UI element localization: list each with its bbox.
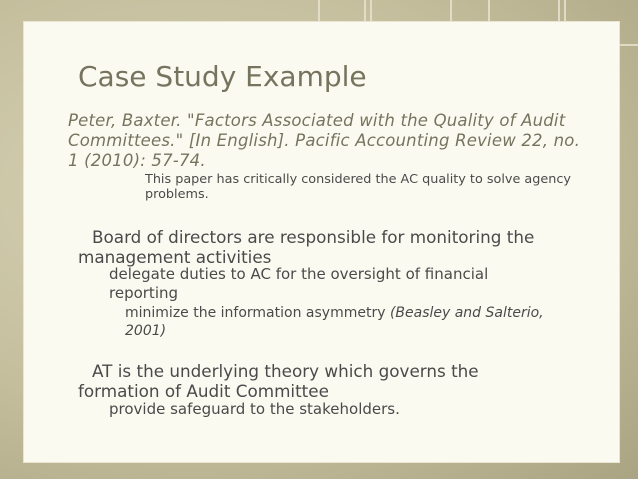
- list-item-text: [78, 227, 588, 267]
- list-item-text-content: AT is the underlying theory which governs the formation of Audit Committee: [78, 361, 479, 401]
- list-item-text-content: Board of directors are responsible for monitoring the management activities: [78, 227, 535, 267]
- list-item-text-content: minimize the information asymmetry: [125, 305, 390, 321]
- list-item-text: delegate duties to AC for the oversight of financial reporting: [109, 265, 489, 302]
- list-item-text: This paper has critically considered the AC quality to solve agency problems.: [145, 172, 571, 202]
- slide-title: Case Study Example: [78, 60, 367, 93]
- list-item-text: [125, 304, 545, 340]
- reference-citation: Peter, Baxter. "Factors Associated with the Quality of Audit Committees." [In English]. Pacific Accounting Review 22, no. 1 (2010): 57-74.: [68, 111, 581, 170]
- list-item-citation: (Beasley and Salterio, 2001): [125, 305, 544, 339]
- list-item-text: provide safeguard to the stakeholders.: [109, 400, 400, 418]
- list-item-text: [78, 361, 548, 401]
